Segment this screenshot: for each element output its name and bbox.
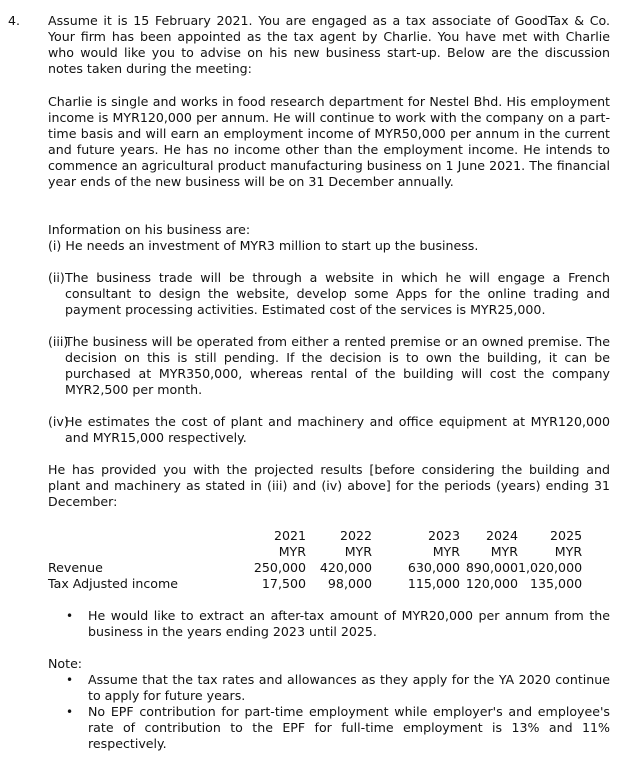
info-item-4 xyxy=(48,414,610,446)
table-cell: 630,000 xyxy=(407,560,460,575)
table-cell xyxy=(48,544,228,560)
background-paragraph: Charlie is single and works in food research department for Nestel Bhd. His employment income is MYR120,000 per annum. He will continue to work with the company on a part-time basis and will earn an employment income of MYR50,000 per annum in the current and future years. He has no income other than the employment income. He intends to commence an agricultural product manufacturing business on 1 June 2021. The financial year ends of the new business will be on 31 December annually. xyxy=(48,94,610,189)
list-item-text: He would like to extract an after-tax amount of MYR20,000 per annum from the business in the years ending 2023 until 2025. xyxy=(88,608,610,639)
list-item xyxy=(66,672,610,704)
row-label: Tax Adjusted income xyxy=(48,576,179,591)
list-item xyxy=(66,608,610,640)
note-label: Note: xyxy=(48,656,83,671)
currency-header: MYR xyxy=(490,544,518,559)
info-item-text: The business trade will be through a website in which he will engage a French consultant to design the website, develop some Apps for the online trading and payment processing activities. Estimated cost of the services is MYR25,000. xyxy=(65,270,610,317)
info-item-text: He estimates the cost of plant and machinery and office equipment at MYR120,000 and MYR15,000 respectively. xyxy=(65,414,610,445)
bullet-icon: • xyxy=(66,705,74,719)
year-header: 2025 xyxy=(550,528,583,543)
info-item-2 xyxy=(48,270,610,318)
notes-list xyxy=(66,672,610,752)
question-number: 4. xyxy=(8,13,21,28)
info-item-text: The business will be operated from either a rented premise or an owned premise. The decision on this is still pending. If the decision is to own the building, it can be purchased at MYR350,000, whereas rental of the building will cost the company MYR2,500 per month. xyxy=(65,334,610,397)
year-header: 2024 xyxy=(485,528,518,543)
info-item-label: (ii) xyxy=(48,270,65,285)
bullet-icon: • xyxy=(66,673,74,687)
list-item-text: No EPF contribution for part-time employment while employer's and employee's rate of contribution to the EPF for full-time employment is 13% and 11% respectively. xyxy=(88,704,610,751)
info-item-label: (i) xyxy=(48,238,62,253)
intro-paragraph: Assume it is 15 February 2021. You are engaged as a tax associate of GoodTax & Co. Your firm has been appointed as the tax agent by Charlie. You have met with Charlie who would like you to advise on his new business start-up. Below are the discussion notes taken during the meeting: xyxy=(48,13,610,76)
table-row xyxy=(48,560,582,576)
projection-table xyxy=(48,528,582,592)
info-heading: Information on his business are: xyxy=(48,222,251,237)
table-cell: 135,000 xyxy=(530,576,583,591)
info-item-text: He needs an investment of MYR3 million to start up the business. xyxy=(65,238,479,253)
list-item xyxy=(66,704,610,752)
currency-header: MYR xyxy=(278,544,306,559)
currency-header: MYR xyxy=(344,544,372,559)
projection-intro: He has provided you with the projected results [before considering the building and plant and machinery as stated in (iii) and (iv) above] for the periods (years) ending 31 December: xyxy=(48,462,610,509)
info-item-3 xyxy=(48,334,610,398)
table-cell: 17,500 xyxy=(261,576,306,591)
table-cell: 420,000 xyxy=(319,560,372,575)
table-header-currency xyxy=(48,544,582,560)
year-header: 2021 xyxy=(273,528,306,543)
bullet-icon: • xyxy=(66,609,74,623)
table-cell: 890,000 xyxy=(465,560,518,575)
currency-header: MYR xyxy=(554,544,583,559)
table-cell: 98,000 xyxy=(327,576,372,591)
year-header: 2023 xyxy=(427,528,460,543)
currency-header: MYR xyxy=(432,544,460,559)
info-item-1 xyxy=(48,238,610,254)
row-label: Revenue xyxy=(48,560,103,575)
table-cell: 1,020,000 xyxy=(518,560,583,575)
list-item-text: Assume that the tax rates and allowances as they apply for the YA 2020 continue to apply for future years. xyxy=(88,672,610,703)
table-cell: 120,000 xyxy=(465,576,518,591)
extraction-list xyxy=(66,608,610,640)
info-item-label: (iii) xyxy=(48,334,69,349)
table-row xyxy=(48,576,582,592)
table-header-years xyxy=(48,528,582,544)
table-cell: 115,000 xyxy=(407,576,460,591)
year-header: 2022 xyxy=(339,528,372,543)
info-item-label: (iv) xyxy=(48,414,69,429)
table-cell: 250,000 xyxy=(253,560,306,575)
table-cell xyxy=(48,528,228,544)
